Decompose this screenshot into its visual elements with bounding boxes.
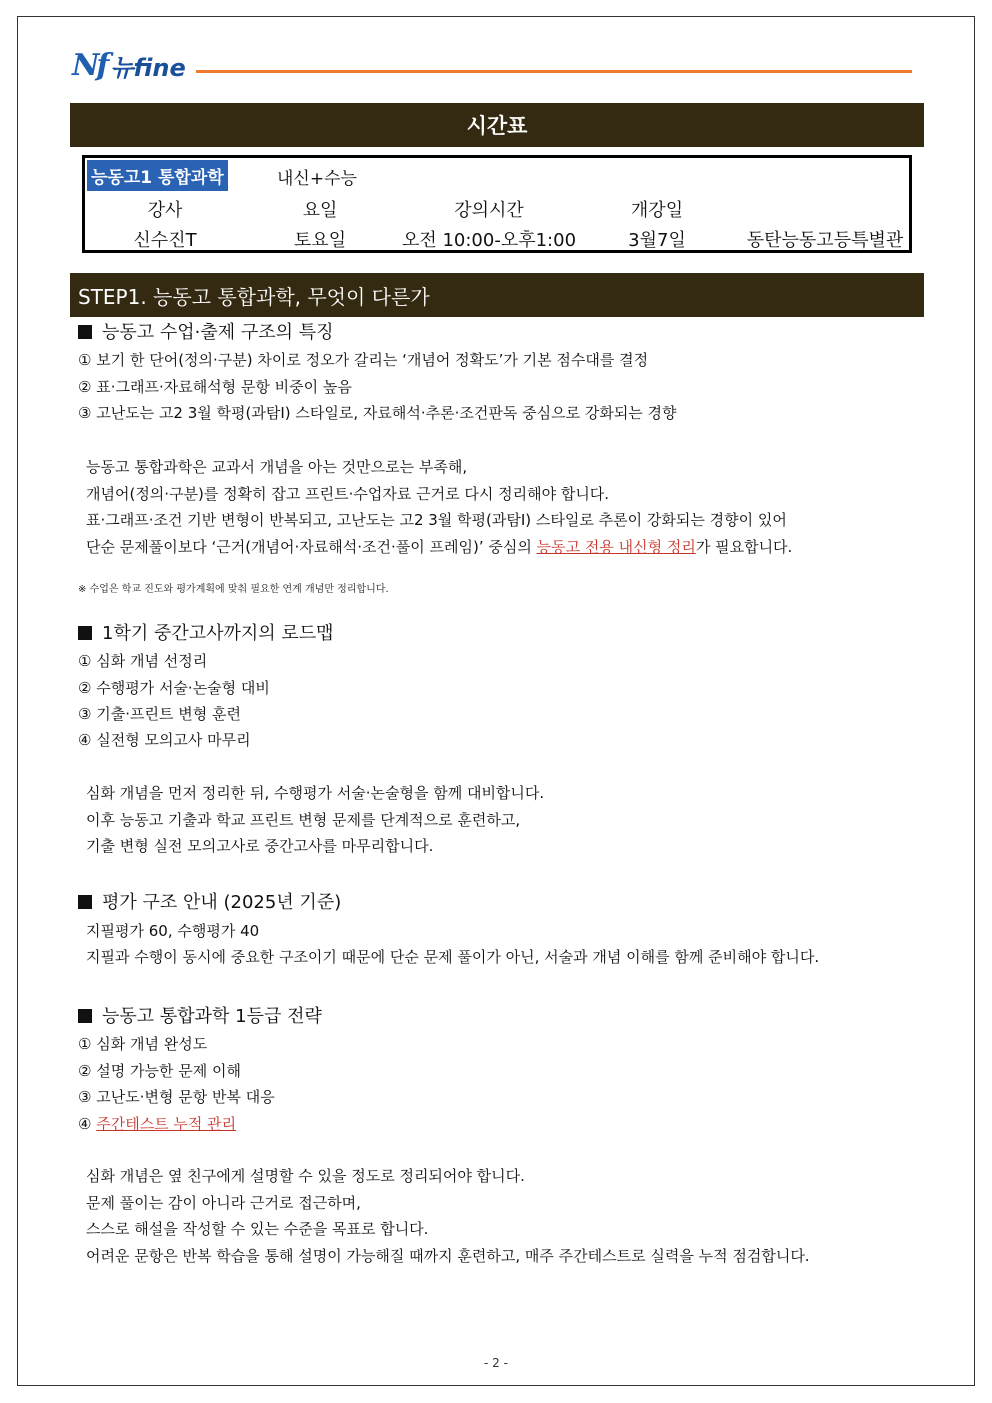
value-day: 토요일 — [293, 230, 347, 251]
section-heading: 능동고 통합과학 1등급 전략 — [78, 1002, 322, 1028]
value-instructor: 신수진T — [133, 230, 197, 251]
value-start: 3월7일 — [628, 230, 686, 251]
step1-title: STEP1. 능동고 통합과학, 무엇이 다른가 — [70, 273, 924, 317]
paragraph-line: 표·그래프·조건 기반 변형이 반복되고, 고난도는 고2 3월 학평(과탐Ⅰ) 스타일로 추론이 강화되는 경향이 있어 — [86, 511, 787, 529]
list-item: ② 표·그래프·자료해석형 문항 비중이 높음 — [78, 378, 352, 396]
list-item: ③ 고난도는 고2 3월 학평(과탐Ⅰ) 스타일로, 자료해석·추론·조건판독 중심으로 강화되는 경향 — [78, 404, 677, 422]
paragraph-line: 어려운 문항은 반복 학습을 통해 설명이 가능해질 때까지 훈련하고, 매주 주간테스트로 실력을 누적 점검합니다. — [86, 1247, 810, 1265]
header-day: 요일 — [302, 200, 338, 221]
page-number: - 2 - — [484, 1356, 508, 1370]
course-type: 내신+수능 — [277, 169, 357, 189]
paragraph-line: 기출 변형 실전 모의고사로 중간고사를 마무리합니다. — [86, 837, 434, 855]
brand-logo — [72, 45, 186, 85]
header-start: 개강일 — [630, 200, 684, 221]
section-heading: 평가 구조 안내 (2025년 기준) — [78, 888, 341, 914]
page-title: 시간표 — [70, 103, 924, 147]
highlight-text: 능동고 전용 내신형 정리 — [536, 538, 696, 556]
logo-text: 뉴fine — [110, 53, 186, 82]
highlight-text: 주간테스트 누적 관리 — [96, 1115, 237, 1133]
list-item: ④ 주간테스트 누적 관리 — [78, 1115, 237, 1133]
paragraph-line: 심화 개념을 먼저 정리한 뒤, 수행평가 서술·논술형을 함께 대비합니다. — [86, 784, 545, 802]
list-item: ③ 기출·프린트 변형 훈련 — [78, 705, 241, 723]
list-item: ② 수행평가 서술·논술형 대비 — [78, 679, 270, 697]
paragraph-line: 지필과 수행이 동시에 중요한 구조이기 때문에 단순 문제 풀이가 아닌, 서술과 개념 이해를 함께 준비해야 합니다. — [86, 948, 820, 966]
list-item: ① 보기 한 단어(정의·구분) 차이로 정오가 갈리는 ‘개념어 정확도’가 기본 점수대를 결정 — [78, 351, 649, 369]
header-time: 강의시간 — [454, 200, 524, 221]
paragraph-line: 이후 능동고 기출과 학교 프린트 변형 문제를 단계적으로 훈련하고, — [86, 811, 521, 829]
paragraph-line: 심화 개념은 옆 친구에게 설명할 수 있을 정도로 정리되어야 합니다. — [86, 1167, 525, 1185]
header-instructor: 강사 — [147, 200, 183, 221]
list-item: ④ 실전형 모의고사 마무리 — [78, 731, 251, 749]
logo-mark: Nf — [72, 47, 107, 83]
value-location: 동탄능동고등특별관 — [746, 230, 904, 251]
paragraph-line: 문제 풀이는 감이 아니라 근거로 접근하며, — [86, 1194, 361, 1212]
list-item: ③ 고난도·변형 문항 반복 대응 — [78, 1088, 275, 1106]
paragraph-line: 스스로 해설을 작성할 수 있는 수준을 목표로 합니다. — [86, 1220, 429, 1238]
paragraph-line: 단순 문제풀이보다 ‘근거(개념어·자료해석·조건·풀이 프레임)’ 중심의 능동고 전용 내신형 정리가 필요합니다. — [86, 538, 793, 556]
list-item: ① 심화 개념 완성도 — [78, 1035, 208, 1053]
paragraph-line: 능동고 통합과학은 교과서 개념을 아는 것만으로는 부족해, — [86, 458, 468, 476]
footnote: ※ 수업은 학교 진도와 평가계획에 맞춰 필요한 연계 개념만 정리합니다. — [78, 584, 389, 595]
header-rule — [196, 70, 912, 73]
course-badge: 능동고1 통합과학 — [87, 160, 228, 191]
paragraph-line: 지필평가 60, 수행평가 40 — [86, 922, 260, 940]
list-item: ① 심화 개념 선정리 — [78, 652, 208, 670]
list-item: ② 설명 가능한 문제 이해 — [78, 1062, 241, 1080]
schedule-box — [82, 155, 912, 253]
section-heading: 능동고 수업·출제 구조의 특징 — [78, 318, 334, 344]
value-time: 오전 10:00-오후1:00 — [401, 230, 577, 251]
section-heading: 1학기 중간고사까지의 로드맵 — [78, 619, 334, 645]
paragraph-line: 개념어(정의·구분)를 정확히 잡고 프린트·수업자료 근거로 다시 정리해야 합니다. — [86, 485, 610, 503]
